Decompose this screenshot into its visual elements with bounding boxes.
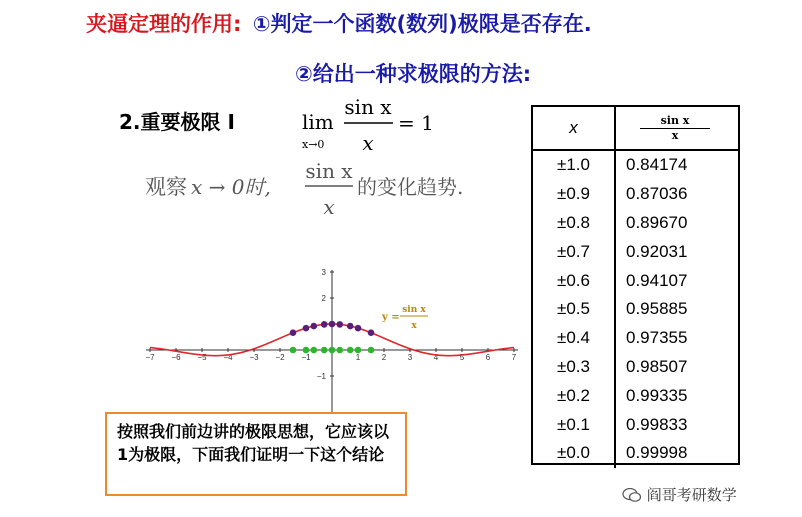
table-row — [533, 295, 738, 324]
table-row — [533, 439, 738, 468]
axis-point — [329, 347, 336, 354]
formula-rhs: = 1 — [398, 111, 434, 135]
observe-num: sin x — [305, 159, 353, 183]
table-cell-x: ±0.0 — [533, 439, 615, 468]
curve-point — [337, 321, 344, 328]
observe-pre: 观察 — [145, 175, 187, 199]
table-cell-value: 0.89670 — [626, 212, 688, 232]
section-title: 2.重要极限 I — [119, 110, 235, 134]
curve-point — [311, 323, 318, 330]
axis-point — [290, 347, 297, 354]
table-row — [533, 180, 738, 209]
curve-point — [303, 325, 310, 332]
observe-mid: x → 0时, — [191, 175, 271, 199]
formula-sub: x→0 — [302, 138, 325, 151]
header-ratio — [615, 107, 738, 150]
table-row — [533, 324, 738, 353]
table-cell-value: 0.97355 — [626, 328, 688, 348]
table-cell-x: ±0.9 — [533, 180, 615, 209]
table-cell-x: ±0.1 — [533, 410, 615, 439]
y-tick-label: 3 — [321, 268, 326, 277]
x-tick-label: 4 — [433, 353, 439, 362]
table-row — [533, 209, 738, 238]
header-point-2: ②给出一种求极限的方法: — [295, 62, 532, 86]
x-tick-label: 1 — [355, 353, 361, 362]
axis-point — [368, 347, 375, 354]
formula-num: sin x — [344, 95, 392, 119]
axis-point — [303, 347, 310, 354]
table-cell-x: ±0.4 — [533, 324, 615, 353]
table-cell-value: 0.84174 — [626, 155, 688, 175]
x-tick-label: −5 — [197, 353, 207, 362]
y-tick-label: 2 — [321, 294, 326, 303]
watermark-text: 阎哥考研数学 — [646, 486, 737, 504]
curve-label-y: y = — [382, 312, 400, 323]
table-row — [533, 381, 738, 410]
curve-point — [355, 325, 362, 332]
x-tick-label: −4 — [223, 353, 233, 362]
wechat-icon — [622, 488, 642, 502]
x-tick-label: −7 — [145, 353, 155, 362]
table-cell-value: 0.94107 — [626, 270, 688, 290]
table-cell-x: ±0.5 — [533, 295, 615, 324]
curve-point — [347, 323, 354, 330]
table-cell-value: 0.99833 — [626, 414, 688, 434]
x-tick-label: −6 — [171, 353, 181, 362]
table-row — [533, 150, 738, 180]
axis-point — [347, 347, 354, 354]
observe-line — [145, 158, 505, 220]
header-line — [86, 8, 596, 38]
table-cell-x: ±0.3 — [533, 353, 615, 382]
header-num: sin x — [660, 113, 690, 127]
header-den: x — [640, 128, 710, 143]
table-cell-x: ±0.6 — [533, 266, 615, 295]
axis-point — [337, 347, 344, 354]
table-row — [533, 353, 738, 382]
table-cell-value: 0.99998 — [626, 443, 688, 463]
curve-point — [321, 321, 328, 328]
curve-point — [290, 329, 297, 336]
values-table — [531, 105, 740, 465]
x-tick-label: −3 — [249, 353, 259, 362]
table-cell-x: ±0.8 — [533, 209, 615, 238]
table-row — [533, 237, 738, 266]
table-cell-value: 0.92031 — [626, 241, 688, 261]
axis-point — [355, 347, 362, 354]
table-header-row — [533, 107, 738, 150]
formula-den: x — [362, 131, 374, 155]
x-tick-label: 6 — [485, 353, 491, 362]
table-cell-x: ±0.7 — [533, 237, 615, 266]
note-box: 按照我们前边讲的极限思想，它应该以1为极限，下面我们证明一下这个结论 — [105, 412, 407, 496]
watermark — [622, 484, 737, 505]
header-x — [533, 107, 615, 150]
table-row — [533, 410, 738, 439]
header-title: 夹逼定理的作用: — [86, 12, 242, 36]
table-cell-value: 0.95885 — [626, 299, 688, 319]
curve-point — [368, 329, 375, 336]
observe-den: x — [323, 195, 335, 219]
observe-post: 的变化趋势. — [357, 175, 464, 199]
curve-label-num: sin x — [402, 305, 426, 315]
table-cell-value: 0.87036 — [626, 184, 688, 204]
x-tick-label: −2 — [275, 353, 285, 362]
curve-point — [329, 321, 336, 328]
x-tick-label: 5 — [459, 353, 465, 362]
table-cell-value: 0.99335 — [626, 385, 688, 405]
table-cell-x: ±1.0 — [533, 150, 615, 180]
x-tick-label: 7 — [511, 353, 517, 362]
sinx-over-x-chart — [142, 262, 522, 432]
formula-lim: lim — [302, 110, 334, 134]
x-tick-label: 3 — [407, 353, 413, 362]
x-tick-label: −1 — [301, 353, 311, 362]
table-cell-x: ±0.2 — [533, 381, 615, 410]
x-tick-label: 2 — [381, 353, 387, 362]
table-cell-value: 0.98507 — [626, 356, 688, 376]
curve-label-den: x — [411, 321, 417, 331]
limit-formula — [302, 92, 442, 156]
y-tick-label: −1 — [316, 372, 326, 381]
table-row — [533, 266, 738, 295]
axis-point — [311, 347, 318, 354]
header-x-label: x — [569, 118, 578, 137]
header-point-1: ①判定一个函数(数列)极限是否存在. — [252, 12, 592, 36]
axis-point — [321, 347, 328, 354]
